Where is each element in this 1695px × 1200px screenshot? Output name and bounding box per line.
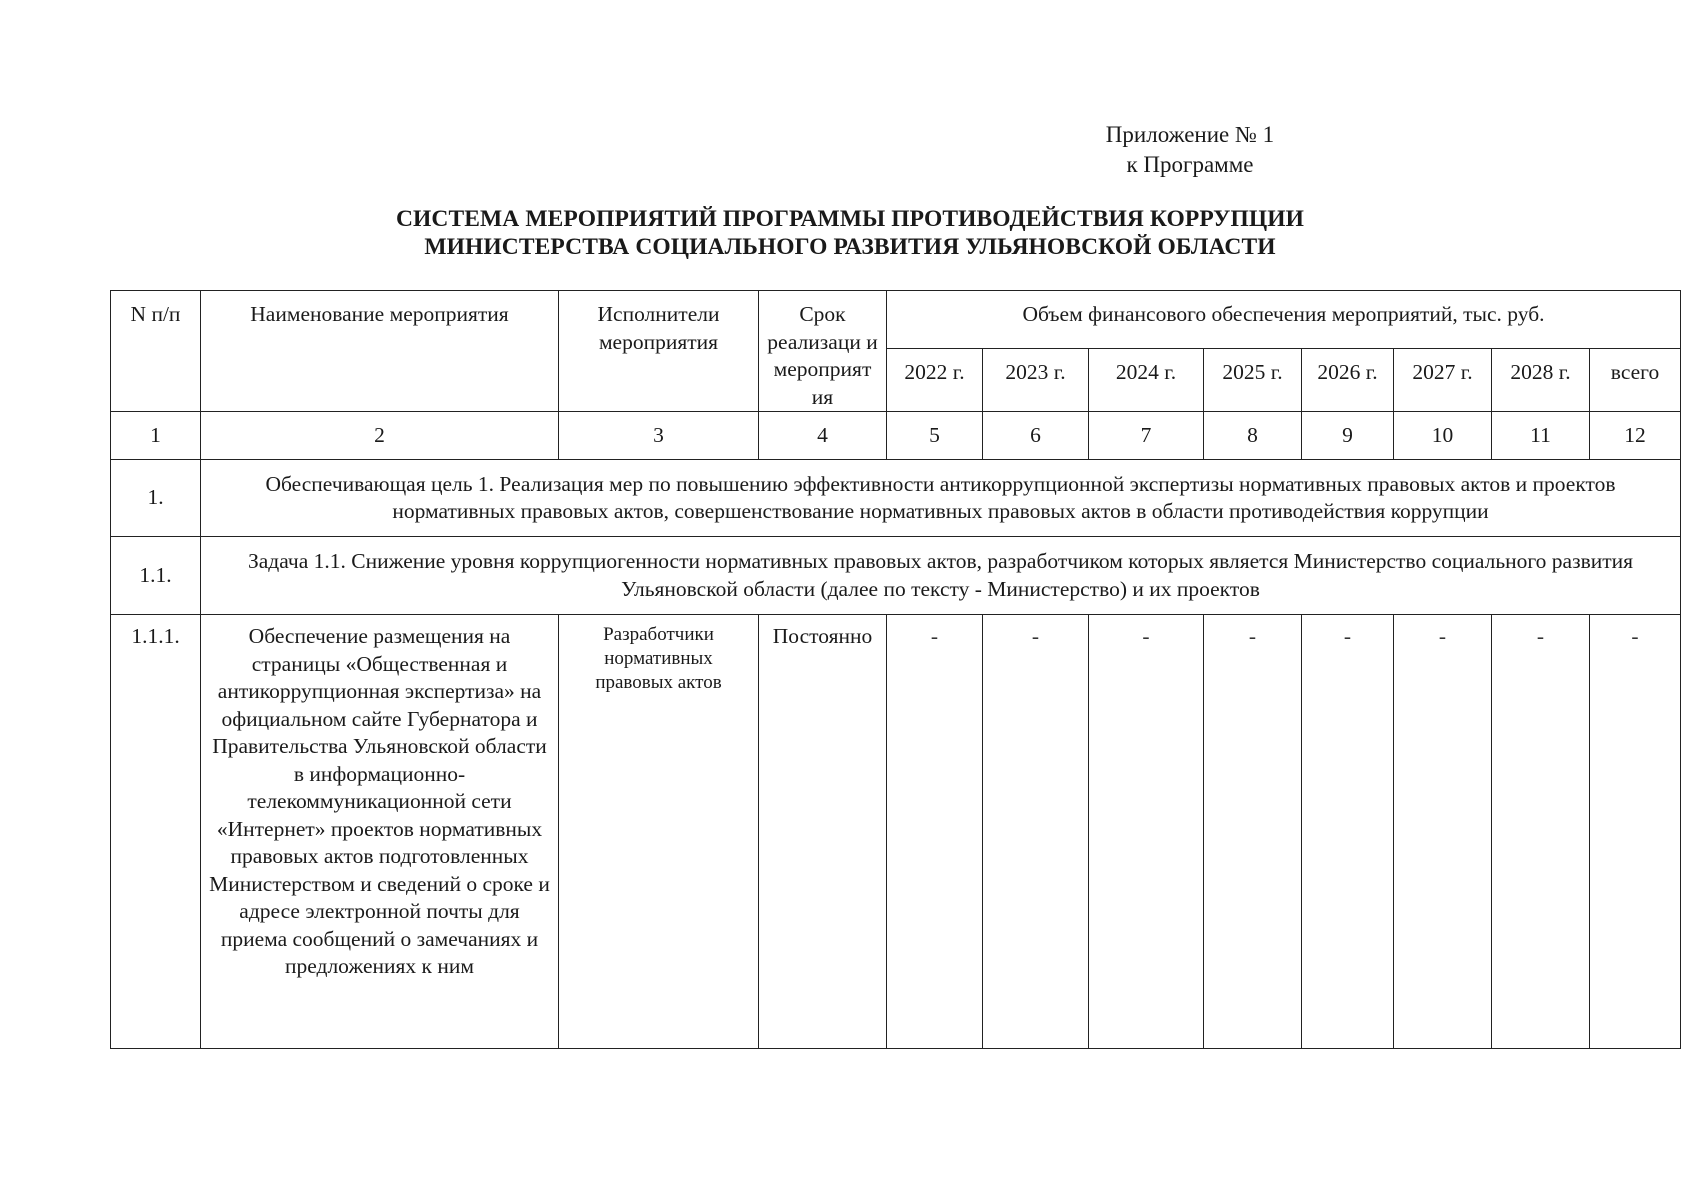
- column-number: 6: [983, 412, 1089, 460]
- amount-2028: -: [1492, 615, 1590, 1049]
- header-name: Наименование мероприятия: [201, 291, 559, 412]
- appendix-caption: [1060, 120, 1320, 180]
- column-number: 4: [759, 412, 887, 460]
- column-number: 10: [1394, 412, 1492, 460]
- header-total: всего: [1590, 349, 1681, 412]
- measure-row: [111, 615, 1681, 1049]
- amount-total: -: [1590, 615, 1681, 1049]
- column-numbers-row: [111, 412, 1681, 460]
- amount-2022: -: [887, 615, 983, 1049]
- task-num: 1.1.: [111, 537, 201, 615]
- title-line-2: МИНИСТЕРСТВА СОЦИАЛЬНОГО РАЗВИТИЯ УЛЬЯНОВСКОЙ ОБЛАСТИ: [424, 234, 1276, 260]
- header-year-2028: 2028 г.: [1492, 349, 1590, 412]
- measure-executors: Разработчики нормативных правовых актов: [559, 615, 759, 1049]
- measure-name: Обеспечение размещения на страницы «Общественная и антикоррупционная экспертиза» на официальном сайте Губернатора и Правительства Ульяновской области в информационно-телекоммуникационной сети «Интернет» проектов нормативных правовых актов подготовленных Министерством и сведений о сроке и адресе электронной почты для приема сообщений о замечаниях и предложениях к ним: [201, 615, 559, 1049]
- column-number: 9: [1302, 412, 1394, 460]
- header-year-2024: 2024 г.: [1089, 349, 1204, 412]
- column-number: 5: [887, 412, 983, 460]
- column-number: 2: [201, 412, 559, 460]
- measure-num: 1.1.1.: [111, 615, 201, 1049]
- amount-2027: -: [1394, 615, 1492, 1049]
- measures-table: [110, 290, 1681, 1049]
- column-number: 12: [1590, 412, 1681, 460]
- amount-2024: -: [1089, 615, 1204, 1049]
- document-title: [180, 205, 1520, 261]
- column-number: 8: [1204, 412, 1302, 460]
- measure-term: Постоянно: [759, 615, 887, 1049]
- column-number: 7: [1089, 412, 1204, 460]
- task-row: [111, 537, 1681, 615]
- header-year-2022: 2022 г.: [887, 349, 983, 412]
- header-financing: Объем финансового обеспечения мероприятий, тыс. руб.: [887, 291, 1681, 349]
- column-number: 11: [1492, 412, 1590, 460]
- appendix-line-1: Приложение № 1: [1105, 122, 1275, 147]
- amount-2023: -: [983, 615, 1089, 1049]
- header-year-2023: 2023 г.: [983, 349, 1089, 412]
- appendix-line-2: к Программе: [1126, 152, 1254, 177]
- header-year-2025: 2025 г.: [1204, 349, 1302, 412]
- goal-text: Обеспечивающая цель 1. Реализация мер по повышению эффективности антикоррупционной экспертизы нормативных правовых актов и проектов нормативных правовых актов, совершенствование нормативных правовых актов в области противодействия коррупции: [201, 460, 1681, 537]
- column-number: 1: [111, 412, 201, 460]
- header-row-1: [111, 291, 1681, 349]
- column-number: 3: [559, 412, 759, 460]
- header-num: N п/п: [111, 291, 201, 412]
- goal-num: 1.: [111, 460, 201, 537]
- header-year-2027: 2027 г.: [1394, 349, 1492, 412]
- title-line-1: СИСТЕМА МЕРОПРИЯТИЙ ПРОГРАММЫ ПРОТИВОДЕЙСТВИЯ КОРРУПЦИИ: [395, 206, 1305, 232]
- task-text: Задача 1.1. Снижение уровня коррупциогенности нормативных правовых актов, разработчиком которых является Министерство социального развития Ульяновской области (далее по тексту - Министерство) и их проектов: [201, 537, 1681, 615]
- amount-2026: -: [1302, 615, 1394, 1049]
- header-year-2026: 2026 г.: [1302, 349, 1394, 412]
- header-term: Срок реализаци и мероприят ия: [759, 291, 887, 412]
- goal-row: [111, 460, 1681, 537]
- header-executors: Исполнители мероприятия: [559, 291, 759, 412]
- amount-2025: -: [1204, 615, 1302, 1049]
